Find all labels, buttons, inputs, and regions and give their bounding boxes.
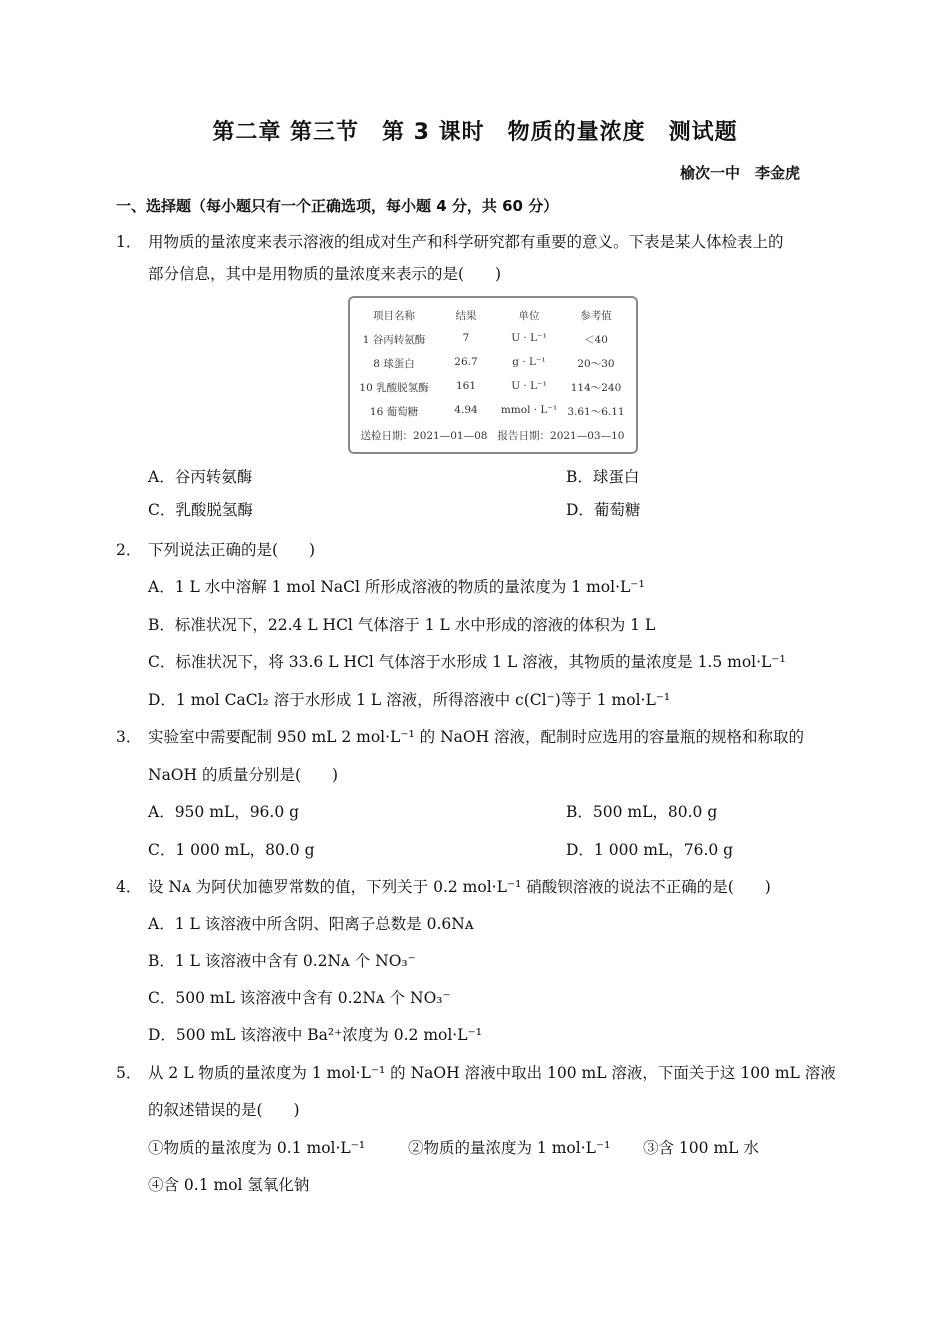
q5-statement-3: ③含 100 mL 水 (643, 1139, 759, 1157)
report-row (350, 332, 636, 352)
report-header-cell: 项目名称 (373, 310, 415, 322)
q3-stem-line1: 实验室中需要配制 950 mL 2 mol·L⁻¹ 的 NaOH 溶液，配制时应选用的容量瓶的规格和称取的 (148, 728, 805, 746)
q4-option-b: B．1 L 该溶液中含有 0.2Nᴀ 个 NO₃⁻ (148, 952, 416, 970)
report-cell: 114～240 (570, 382, 622, 394)
report-cell: mmol · L⁻¹ (500, 404, 558, 416)
report-header-cell: 参考值 (580, 310, 612, 322)
report-cell: 3.61～6.11 (567, 406, 625, 418)
report-card (348, 296, 638, 454)
report-footer (350, 428, 636, 448)
report-row (350, 380, 636, 400)
q4-stem: 设 Nᴀ 为阿伏加德罗常数的值，下列关于 0.2 mol·L⁻¹ 硝酸钡溶液的说法不正确的是( ) (148, 878, 771, 896)
q1-option-d: D．葡萄糖 (566, 501, 641, 519)
q4-option-c: C．500 mL 该溶液中含有 0.2Nᴀ 个 NO₃⁻ (148, 989, 451, 1007)
report-cell: 10 乳酸脱氢酶 (359, 382, 429, 394)
q4-option-d: D．500 mL 该溶液中 Ba²⁺浓度为 0.2 mol·L⁻¹ (148, 1026, 482, 1044)
report-row (350, 404, 636, 424)
q5-statement-1: ①物质的量浓度为 0.1 mol·L⁻¹ (148, 1139, 366, 1157)
report-cell: 161 (455, 380, 477, 392)
report-cell: 26.7 (454, 356, 478, 368)
q2-number: 2． (116, 541, 142, 559)
q3-option-c: C．1 000 mL，80.0 g (148, 841, 315, 859)
q3-number: 3． (116, 728, 142, 746)
report-cell: 8 球蛋白 (373, 358, 415, 370)
q5-number: 5． (116, 1064, 142, 1082)
report-row (350, 356, 636, 376)
q5-stem-line2: 的叙述错误的是( ) (148, 1101, 300, 1119)
q5-statement-4: ④含 0.1 mol 氢氧化钠 (148, 1176, 310, 1194)
q3-option-a: A．950 mL，96.0 g (148, 803, 300, 821)
author: 榆次一中 李金虎 (679, 164, 800, 182)
report-header-cell: 单位 (518, 310, 540, 322)
report-cell: 4.94 (454, 404, 478, 416)
q2-stem: 下列说法正确的是( ) (148, 541, 316, 559)
report-header (350, 308, 636, 328)
q1-stem-line2: 部分信息，其中是用物质的量浓度来表示的是( ) (148, 265, 502, 283)
q1-option-a: A．谷丙转氨酶 (148, 468, 253, 486)
page-title: 第二章 第三节 第 3 课时 物质的量浓度 测试题 (212, 120, 738, 145)
report-cell: g · L⁻¹ (512, 356, 546, 368)
q2-option-b: B．标准状况下，22.4 L HCl 气体溶于 1 L 水中形成的溶液的体积为 1 L (148, 616, 656, 634)
report-cell: U · L⁻¹ (511, 380, 547, 392)
report-cell: U · L⁻¹ (511, 332, 547, 344)
q3-option-d: D．1 000 mL，76.0 g (566, 841, 734, 859)
q4-number: 4． (116, 878, 142, 896)
q3-stem-line2: NaOH 的质量分别是( ) (148, 766, 339, 784)
q5-stem-line1: 从 2 L 物质的量浓度为 1 mol·L⁻¹ 的 NaOH 溶液中取出 100 mL 溶液，下面关于这 100 mL 溶液 (148, 1064, 836, 1082)
q5-statement-2: ②物质的量浓度为 1 mol·L⁻¹ (408, 1139, 611, 1157)
q1-number: 1． (116, 233, 142, 251)
report-header-cell: 结果 (455, 310, 477, 322)
report-cell: ＜40 (584, 334, 608, 346)
q1-option-b: B．球蛋白 (566, 468, 640, 486)
report-date: 报告日期：2021—03—10 (497, 430, 625, 442)
report-cell: 16 葡萄糖 (369, 406, 419, 418)
q2-option-d: D．1 mol CaCl₂ 溶于水形成 1 L 溶液，所得溶液中 c(Cl⁻)等于 1 mol·L⁻¹ (148, 691, 671, 709)
q3-option-b: B．500 mL，80.0 g (566, 803, 718, 821)
report-cell: 7 (462, 332, 470, 344)
q1-stem-line1: 用物质的量浓度来表示溶液的组成对生产和科学研究都有重要的意义。下表是某人体检表上的 (148, 233, 784, 251)
q2-option-a: A．1 L 水中溶解 1 mol NaCl 所形成溶液的物质的量浓度为 1 mol·L⁻¹ (148, 578, 645, 596)
send-date: 送检日期：2021—01—08 (360, 430, 488, 442)
report-cell: 20～30 (577, 358, 615, 370)
section-heading: 一、选择题（每小题只有一个正确选项，每小题 4 分，共 60 分） (116, 197, 559, 215)
q4-option-a: A．1 L 该溶液中所含阴、阳离子总数是 0.6Nᴀ (148, 915, 474, 933)
report-cell: 1 谷丙转氨酶 (362, 334, 426, 346)
q2-option-c: C．标准状况下，将 33.6 L HCl 气体溶于水形成 1 L 溶液，其物质的量浓度是 1.5 mol·L⁻¹ (148, 653, 786, 671)
q1-option-c: C．乳酸脱氢酶 (148, 501, 253, 519)
